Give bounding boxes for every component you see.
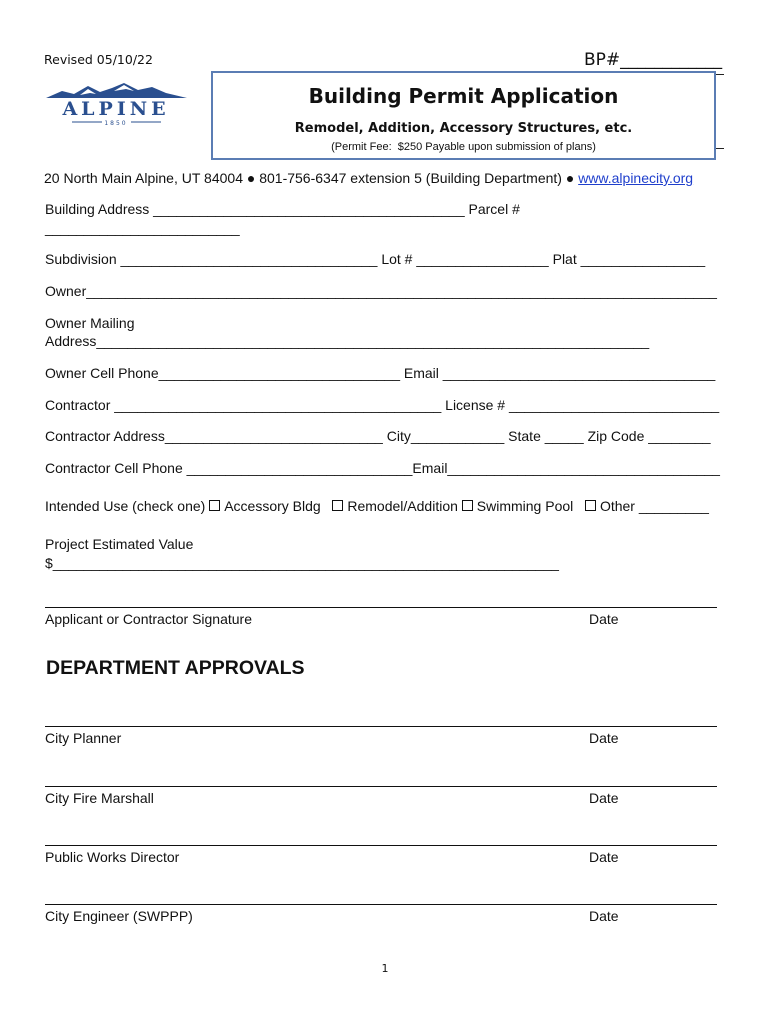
owner-field[interactable]: Owner_________________________________________________________________________________ xyxy=(45,283,717,299)
approval-date-label: Date xyxy=(589,790,619,806)
checkbox-icon[interactable] xyxy=(332,500,343,511)
logo-text: ALPINE xyxy=(62,98,170,120)
checkbox-swimming-pool[interactable]: Swimming Pool xyxy=(462,498,573,514)
page-title: Building Permit Application xyxy=(308,84,619,108)
contractor-cell-email-field[interactable]: Contractor Cell Phone _____________________________Email___________________________________ xyxy=(45,460,720,476)
checkbox-icon[interactable] xyxy=(209,500,220,511)
owner-cell-email-field[interactable]: Owner Cell Phone_______________________________ Email ___________________________________ xyxy=(45,365,716,381)
applicant-signature-label: Applicant or Contractor Signature xyxy=(45,611,252,627)
approval-label: City Planner xyxy=(45,730,122,746)
applicant-date-label: Date xyxy=(589,611,619,627)
intended-use-label: Intended Use (check one) xyxy=(45,498,206,514)
owner-mailing-label: Owner Mailing xyxy=(45,315,135,331)
approval-label: Public Works Director xyxy=(45,849,180,865)
city-engineer-signature-line[interactable] xyxy=(45,904,717,905)
contractor-address-field[interactable]: Contractor Address____________________________ City____________ State _____ Zip Code ________ xyxy=(45,428,711,444)
contractor-license-field[interactable]: Contractor __________________________________________ License # ___________________________ xyxy=(45,397,720,413)
approval-date-label: Date xyxy=(589,849,619,865)
approval-label: City Engineer (SWPPP) xyxy=(45,908,193,924)
header-rule xyxy=(716,74,724,75)
city-planner-signature-line[interactable] xyxy=(45,726,717,727)
public-works-signature-line[interactable] xyxy=(45,845,717,846)
project-value-field[interactable]: $_________________________________________________________________ xyxy=(45,555,559,571)
alpine-logo xyxy=(44,82,189,128)
page-number: 1 xyxy=(381,962,389,975)
department-approvals-heading: DEPARTMENT APPROVALS xyxy=(46,657,305,679)
approval-label: City Fire Marshall xyxy=(45,790,154,806)
checkbox-other[interactable]: Other _________ xyxy=(585,498,709,514)
contact-line xyxy=(44,170,693,186)
header-rule xyxy=(716,148,724,149)
applicant-signature-line[interactable] xyxy=(45,607,717,608)
checkbox-icon[interactable] xyxy=(462,500,473,511)
intended-use-row xyxy=(45,498,709,514)
website-link[interactable]: www.alpinecity.org xyxy=(578,170,694,186)
permit-fee-note: (Permit Fee: $250 Payable upon submission of plans) xyxy=(331,141,596,153)
owner-mailing-address-field[interactable]: Address_______________________________________________________________________ xyxy=(45,333,650,349)
parcel-number-field[interactable]: _________________________ xyxy=(45,220,240,236)
checkbox-accessory-bldg[interactable]: Accessory Bldg xyxy=(209,498,320,514)
revised-date: Revised 05/10/22 xyxy=(44,52,153,67)
bp-number-field[interactable]: BP#____________ xyxy=(584,50,723,70)
svg-text:1850: 1850 xyxy=(104,120,128,127)
subdivision-field[interactable]: Subdivision _________________________________ Lot # _________________ Plat ________________ xyxy=(45,251,706,267)
checkbox-remodel-addition[interactable]: Remodel/Addition xyxy=(332,498,458,514)
building-address-field[interactable]: Building Address ________________________________________ Parcel # xyxy=(45,201,520,217)
project-value-label: Project Estimated Value xyxy=(45,536,194,552)
contact-text: 20 North Main Alpine, UT 84004 ● 801-756-6347 extension 5 (Building Department) ● xyxy=(44,170,579,186)
mountain-logo-icon xyxy=(44,82,189,128)
fire-marshall-signature-line[interactable] xyxy=(45,786,717,787)
approval-date-label: Date xyxy=(589,730,619,746)
page-subtitle: Remodel, Addition, Accessory Structures, etc. xyxy=(294,121,633,136)
checkbox-icon[interactable] xyxy=(585,500,596,511)
approval-date-label: Date xyxy=(589,908,619,924)
